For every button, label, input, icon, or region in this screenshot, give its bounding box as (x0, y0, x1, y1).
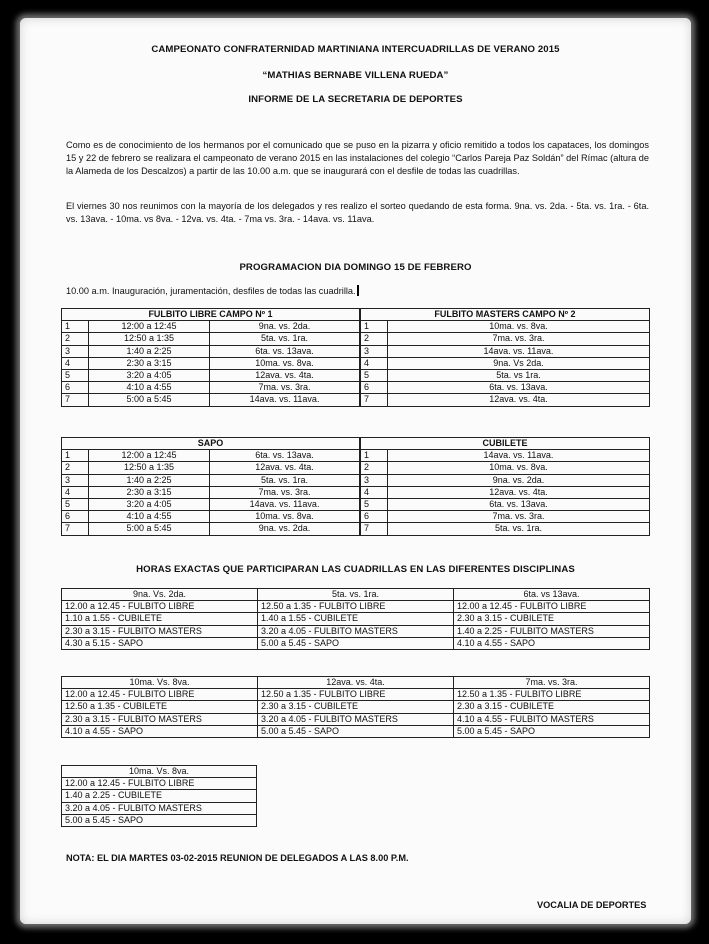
schedule-cell: 2.30 a 3.15 - CUBILETE (454, 701, 650, 713)
schedule-cell: 1.40 a 2.25 - FULBITO MASTERS (454, 625, 650, 637)
match-cell: 6ta. vs. 13ava. (210, 345, 360, 357)
table-row (62, 394, 360, 406)
table-header-row (62, 677, 650, 689)
row-number: 6 (361, 511, 388, 523)
nota-line: NOTA: EL DIA MARTES 03-02-2015 REUNION DE DELEGADOS A LAS 8.00 P.M. (66, 853, 409, 863)
team-header: 9na. Vs. 2da. (62, 589, 258, 601)
time-cell: 2:30 a 3:15 (89, 357, 210, 369)
inauguration-line (66, 285, 359, 296)
row-number: 6 (62, 382, 89, 394)
match-cell: 5ta. vs. 1ra. (210, 333, 360, 345)
doc-title: CAMPEONATO CONFRATERNIDAD MARTINIANA INTERCUADRILLAS DE VERANO 2015 (151, 44, 560, 55)
fulbito-libre-title: FULBITO LIBRE CAMPO Nº 1 (62, 309, 360, 321)
table-row (62, 321, 360, 333)
match-cell: 9na. Vs 2da. (388, 357, 650, 369)
match-cell: 14ava. vs. 11ava. (210, 394, 360, 406)
time-cell: 12:50 a 1:35 (89, 462, 210, 474)
table-row (62, 802, 257, 814)
row-number: 2 (62, 462, 89, 474)
team-header: 10ma. Vs. 8va. (62, 677, 258, 689)
row-number: 5 (361, 499, 388, 511)
team-header: 12ava. vs. 4ta. (258, 677, 454, 689)
schedule-cell: 4.30 a 5.15 - SAPO (62, 637, 258, 649)
row-number: 1 (62, 321, 89, 333)
schedule-cell: 2.30 a 3.15 - CUBILETE (258, 701, 454, 713)
inauguration-text: 10.00 a.m. Inauguración, juramentación, desfiles de todas las cuadrilla. (66, 286, 356, 296)
row-number: 5 (62, 499, 89, 511)
row-number: 1 (361, 450, 388, 462)
table-row (62, 462, 360, 474)
time-cell: 12:50 a 1:35 (89, 333, 210, 345)
schedule-cell: 5.00 a 5.45 - SAPO (454, 725, 650, 737)
time-cell: 4:10 a 4:55 (89, 382, 210, 394)
table-row (62, 474, 360, 486)
table-row (361, 357, 650, 369)
horas-group3-table (61, 765, 257, 827)
row-number: 7 (361, 394, 388, 406)
signature: VOCALIA DE DEPORTES (537, 900, 647, 910)
table-row (62, 486, 360, 498)
time-cell: 1:40 a 2:25 (89, 345, 210, 357)
schedule-cell: 12.50 a 1.35 - CUBILETE (62, 701, 258, 713)
row-number: 3 (361, 474, 388, 486)
doc-dedication: “MATHIAS BERNABE VILLENA RUEDA” (262, 70, 449, 81)
table-row (62, 450, 360, 462)
table-row (62, 778, 257, 790)
table-row (62, 382, 360, 394)
horas-title: HORAS EXACTAS QUE PARTICIPARAN LAS CUADRILLAS EN LAS DIFERENTES DISCIPLINAS (136, 564, 575, 575)
row-number: 5 (62, 370, 89, 382)
match-cell: 14ava. vs. 11ava. (388, 450, 650, 462)
horas-group2-table (61, 676, 650, 738)
schedule-cell: 2.30 a 3.15 - CUBILETE (454, 613, 650, 625)
table-row (361, 333, 650, 345)
table-row (361, 394, 650, 406)
row-number: 4 (62, 357, 89, 369)
intro-paragraph: Como es de conocimiento de los hermanos por el comunicado que se puso en la pizarra y oficio remitido a todos los capataces, los domingos 15 y 22 de febrero se realizara el campeonato de verano 2015 en las instalaciones del colegio “Carlos Pareja Paz Soldán” del Rímac (altura de la Alameda de los Descalzos) a partir de las 10.00 a.m. que se inaugurará con el desfile de todas las cuadrillas. (66, 140, 649, 176)
row-number: 2 (361, 462, 388, 474)
match-cell: 5ta. vs. 1ra. (388, 523, 650, 535)
sapo-table (61, 437, 360, 536)
time-cell: 5:00 a 5:45 (89, 394, 210, 406)
table-header-row (62, 589, 650, 601)
match-cell: 7ma. vs. 3ra. (210, 486, 360, 498)
table-row (62, 713, 650, 725)
match-cell: 10ma. vs. 8va. (210, 357, 360, 369)
row-number: 2 (361, 333, 388, 345)
match-cell: 9na. vs. 2da. (210, 523, 360, 535)
table-header-row (62, 766, 257, 778)
time-cell: 1:40 a 2:25 (89, 474, 210, 486)
schedule-cell: 5.00 a 5.45 - SAPO (258, 725, 454, 737)
table-row (361, 486, 650, 498)
time-cell: 2:30 a 3:15 (89, 486, 210, 498)
schedule-cell: 3.20 a 4.05 - FULBITO MASTERS (258, 713, 454, 725)
match-cell: 6ta. vs. 13ava. (388, 382, 650, 394)
match-cell: 9na. vs. 2da. (210, 321, 360, 333)
table-row (361, 382, 650, 394)
fulbito-masters-table (360, 308, 650, 407)
match-cell: 14ava. vs. 11ava. (210, 499, 360, 511)
table-row (361, 511, 650, 523)
match-cell: 12ava. vs. 4ta. (210, 370, 360, 382)
row-number: 5 (361, 370, 388, 382)
match-cell: 10ma. vs. 8va. (210, 511, 360, 523)
schedule-cell: 12.00 a 12.45 - FULBITO LIBRE (62, 778, 257, 790)
schedule-cell: 1.40 a 1.55 - CUBILETE (258, 613, 454, 625)
table-row (62, 370, 360, 382)
time-cell: 12:00 a 12:45 (89, 450, 210, 462)
cubilete-table (360, 437, 650, 536)
table-row (361, 321, 650, 333)
match-cell: 12ava. vs. 4ta. (210, 462, 360, 474)
row-number: 2 (62, 333, 89, 345)
match-cell: 5ta. vs. 1ra. (210, 474, 360, 486)
row-number: 7 (361, 523, 388, 535)
match-cell: 7ma. vs. 3ra. (210, 382, 360, 394)
table-row (361, 345, 650, 357)
row-number: 4 (361, 357, 388, 369)
row-number: 3 (62, 474, 89, 486)
team-header: 6ta. vs 13ava. (454, 589, 650, 601)
row-number: 4 (62, 486, 89, 498)
team-header: 10ma. Vs. 8va. (62, 766, 257, 778)
table-row (361, 474, 650, 486)
cubilete-title: CUBILETE (361, 438, 650, 450)
programacion-title: PROGRAMACION DIA DOMINGO 15 DE FEBRERO (239, 262, 472, 273)
team-header: 5ta. vs. 1ra. (258, 589, 454, 601)
table-row (62, 637, 650, 649)
table-row (361, 450, 650, 462)
match-cell: 7ma. vs. 3ra. (388, 511, 650, 523)
text-cursor (357, 285, 359, 296)
time-cell: 4:10 a 4:55 (89, 511, 210, 523)
table-row (361, 499, 650, 511)
schedule-cell: 4.10 a 4.55 - SAPO (62, 725, 258, 737)
document-page (20, 18, 691, 924)
doc-subtitle: INFORME DE LA SECRETARIA DE DEPORTES (248, 94, 463, 105)
schedule-cell: 5.00 a 5.45 - SAPO (258, 637, 454, 649)
table-row (62, 701, 650, 713)
table-row (62, 725, 650, 737)
table-row (62, 625, 650, 637)
row-number: 6 (361, 382, 388, 394)
match-cell: 7ma. vs. 3ra. (388, 333, 650, 345)
schedule-cell: 3.20 a 4.05 - FULBITO MASTERS (62, 802, 257, 814)
match-cell: 6ta. vs. 13ava. (210, 450, 360, 462)
schedule-cell: 12.50 a 1.35 - FULBITO LIBRE (258, 601, 454, 613)
draw-paragraph: El viernes 30 nos reunimos con la mayoría de los delegados y res realizo el sorteo quedando de esta forma. 9na. vs. 2da. - 5ta. vs. 1ra. - 6ta. vs. 13ava. - 10ma. vs 8va. - 12va. vs. 4ta. - 7ma vs. 3ra. - 14ava. vs. 11ava. (66, 201, 649, 224)
schedule-cell: 1.40 a 2.25 - CUBILETE (62, 790, 257, 802)
table-row (62, 333, 360, 345)
schedule-cell: 2.30 a 3.15 - FULBITO MASTERS (62, 713, 258, 725)
table-row (62, 357, 360, 369)
table-row (62, 613, 650, 625)
schedule-cell: 2.30 a 3.15 - FULBITO MASTERS (62, 625, 258, 637)
table-row (361, 370, 650, 382)
match-cell: 6ta. vs. 13ava. (388, 499, 650, 511)
row-number: 6 (62, 511, 89, 523)
match-cell: 14ava. vs. 11ava. (388, 345, 650, 357)
schedule-cell: 3.20 a 4.05 - FULBITO MASTERS (258, 625, 454, 637)
row-number: 3 (62, 345, 89, 357)
table-row (62, 689, 650, 701)
table-row (62, 523, 360, 535)
table-row (361, 462, 650, 474)
sapo-title: SAPO (62, 438, 360, 450)
schedule-cell: 12.50 a 1.35 - FULBITO LIBRE (454, 689, 650, 701)
table-row (62, 345, 360, 357)
schedule-cell: 4.10 a 4.55 - SAPO (454, 637, 650, 649)
row-number: 4 (361, 486, 388, 498)
row-number: 7 (62, 523, 89, 535)
time-cell: 3:20 a 4:05 (89, 499, 210, 511)
schedule-cell: 5.00 a 5.45 - SAPO (62, 814, 257, 826)
schedule-cell: 12.00 a 12.45 - FULBITO LIBRE (62, 601, 258, 613)
schedule-cell: 12.00 a 12.45 - FULBITO LIBRE (454, 601, 650, 613)
row-number: 1 (361, 321, 388, 333)
schedule-cell: 1.10 a 1.55 - CUBILETE (62, 613, 258, 625)
time-cell: 12:00 a 12:45 (89, 321, 210, 333)
row-number: 1 (62, 450, 89, 462)
horas-group1-table (61, 588, 650, 650)
schedule-cell: 12.00 a 12.45 - FULBITO LIBRE (62, 689, 258, 701)
fulbito-masters-title: FULBITO MASTERS CAMPO Nº 2 (361, 309, 650, 321)
match-cell: 9na. vs. 2da. (388, 474, 650, 486)
fulbito-libre-table (61, 308, 360, 407)
match-cell: 10ma. vs. 8va. (388, 321, 650, 333)
time-cell: 5:00 a 5:45 (89, 523, 210, 535)
table-row (62, 499, 360, 511)
table-row (62, 601, 650, 613)
table-row (62, 790, 257, 802)
table-row (361, 523, 650, 535)
time-cell: 3:20 a 4:05 (89, 370, 210, 382)
match-cell: 12ava. vs. 4ta. (388, 486, 650, 498)
match-cell: 12ava. vs. 4ta. (388, 394, 650, 406)
schedule-cell: 4.10 a 4.55 - FULBITO MASTERS (454, 713, 650, 725)
row-number: 3 (361, 345, 388, 357)
match-cell: 5ta. vs 1ra. (388, 370, 650, 382)
row-number: 7 (62, 394, 89, 406)
schedule-cell: 12.50 a 1.35 - FULBITO LIBRE (258, 689, 454, 701)
team-header: 7ma. vs. 3ra. (454, 677, 650, 689)
table-row (62, 511, 360, 523)
table-row (62, 814, 257, 826)
match-cell: 10ma. vs. 8va. (388, 462, 650, 474)
